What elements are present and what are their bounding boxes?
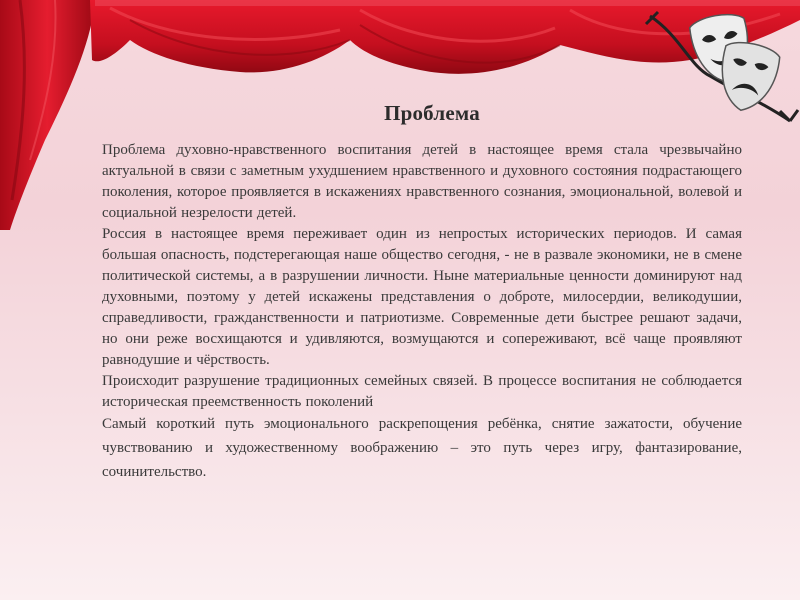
paragraph-4: Самый короткий путь эмоционального раскрепощения ребёнка, снятие зажатости, обучение чувствованию и художественному воображению – это путь через игру, фантазирование, сочинительство. bbox=[102, 416, 742, 480]
slide-title: Проблема bbox=[384, 101, 480, 125]
paragraph-3: Происходит разрушение традиционных семейных связей. В процессе воспитания не соблюдается историческая преемственность поколений bbox=[102, 373, 742, 410]
paragraph-1: Проблема духовно-нравственного воспитания детей в настоящее время стала чрезвычайно актуальной в связи с заметным ухудшением нравственного и духовного состояния подрастающего поколения, которое проявляется в искажениях нравственного сознания, эмоциональной, волевой и социальной незрелости детей. bbox=[102, 142, 742, 221]
paragraph-2: Россия в настоящее время переживает один из непростых исторических периодов. И самая большая опасность, подстерегающая наше общество сегодня, - не в развале экономики, не в смене политической системы, а в разрушении личности. Ныне материальные ценности доминируют над духовными, поэтому у детей искажены представления о доброте, милосердии, великодушии, справедливости, гражданственности и патриотизме. Современные дети быстрее решают задачи, но они реже восхищаются и удивляются, возмущаются и сопереживают, всё чаще проявляют равнодушие и чёрствость. bbox=[102, 226, 742, 368]
slide-body bbox=[102, 140, 742, 484]
